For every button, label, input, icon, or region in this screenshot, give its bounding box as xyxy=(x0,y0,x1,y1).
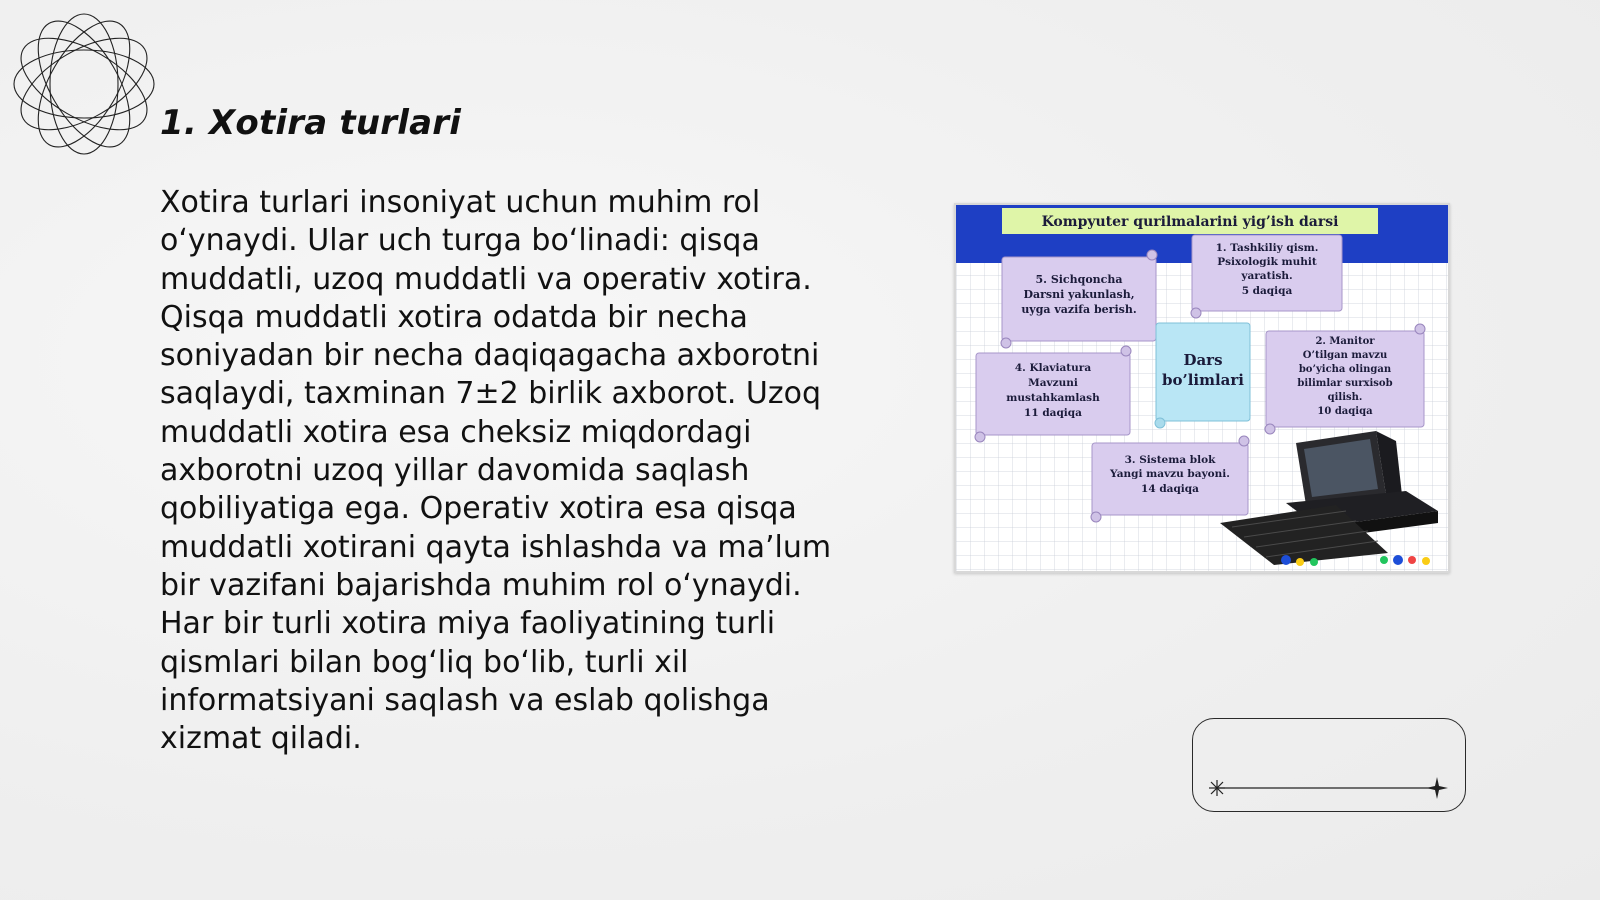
card-1-line-3: yaratish. xyxy=(1241,270,1293,282)
card-2-line-6: 10 daqiqa xyxy=(1317,406,1373,417)
card-4-line-3: mustahkamlash xyxy=(1006,392,1100,404)
card-3-line-2: Yangi mavzu bayoni. xyxy=(1110,468,1230,480)
card-5-line-2: Darsni yakunlash, xyxy=(1023,288,1135,301)
card-1-line-2: Psixologik muhit xyxy=(1217,256,1317,268)
card-4-line-4: 11 daqiqa xyxy=(1024,407,1082,419)
card-2-line-5: qilish. xyxy=(1327,392,1363,403)
card-2-line-3: bo’yicha olingan xyxy=(1298,364,1392,375)
card-4-line-1: 4. Klaviatura xyxy=(1014,362,1092,374)
lesson-structure-diagram xyxy=(956,205,1448,571)
card-2-line-2: O’tilgan mavzu xyxy=(1302,350,1388,361)
timeline-line-graphic xyxy=(1193,719,1465,811)
card-4-line-2: Mavzuni xyxy=(1028,377,1078,389)
center-line-2: bo’limlari xyxy=(1161,371,1245,389)
card-3-line-3: 14 daqiqa xyxy=(1141,483,1199,495)
slide-title: 1. Xotira turlari xyxy=(160,103,462,143)
lesson-card-5 xyxy=(1001,250,1157,348)
timeline-card xyxy=(1192,718,1466,812)
slide-body-text: Xotira turlari insoniyat uchun muhim rol o‘ynaydi. Ular uch turga bo‘linadi: qisqa muddatli, uzoq muddatli va operativ xotira. Qisqa muddatli xotira odatda bir necha soniyadan bir necha daqiqagacha axborotni saqlaydi, taxminan 7±2 birlik axborot. Uzoq muddatli xotira esa cheksiz miqdordagi axborotni uzoq yillar davomida saqlash qobiliyatiga ega. Operativ xotira esa qisqa muddatli xotirani qayta ishlashda va ma’lum bir vazifani bajarishda muhim rol o‘ynaydi. Har bir turli xotira miya faoliyatining turli qismlari bilan bog‘liq bo‘lib, turli xil informatsiyani saqlash va eslab qolishga xizmat qiladi. xyxy=(160,185,832,757)
card-1-line-1: 1. Tashkiliy qism. xyxy=(1215,242,1319,254)
decorative-rings-graphic xyxy=(10,10,158,158)
card-2-line-4: bilimlar surxisob xyxy=(1297,378,1393,389)
lesson-card-4 xyxy=(975,346,1131,442)
lesson-card-1 xyxy=(1191,235,1342,318)
card-3-line-1: 3. Sistema blok xyxy=(1124,454,1216,466)
card-1-line-4: 5 daqiqa xyxy=(1241,285,1293,297)
lesson-structure-image xyxy=(954,203,1450,573)
header-label: Kompyuter qurilmalarini yig’ish darsi xyxy=(1041,214,1339,230)
lesson-card-2 xyxy=(1265,324,1425,434)
lesson-card-3 xyxy=(1091,436,1249,522)
sparkle-star-icon xyxy=(1426,777,1448,799)
center-line-1: Dars xyxy=(1183,351,1223,369)
lesson-center-card xyxy=(1155,323,1250,428)
starburst-icon xyxy=(1209,780,1225,796)
card-2-line-1: 2. Manitor xyxy=(1315,336,1375,347)
card-5-line-1: 5. Sichqoncha xyxy=(1035,273,1123,286)
card-5-line-3: uyga vazifa berish. xyxy=(1021,303,1137,316)
